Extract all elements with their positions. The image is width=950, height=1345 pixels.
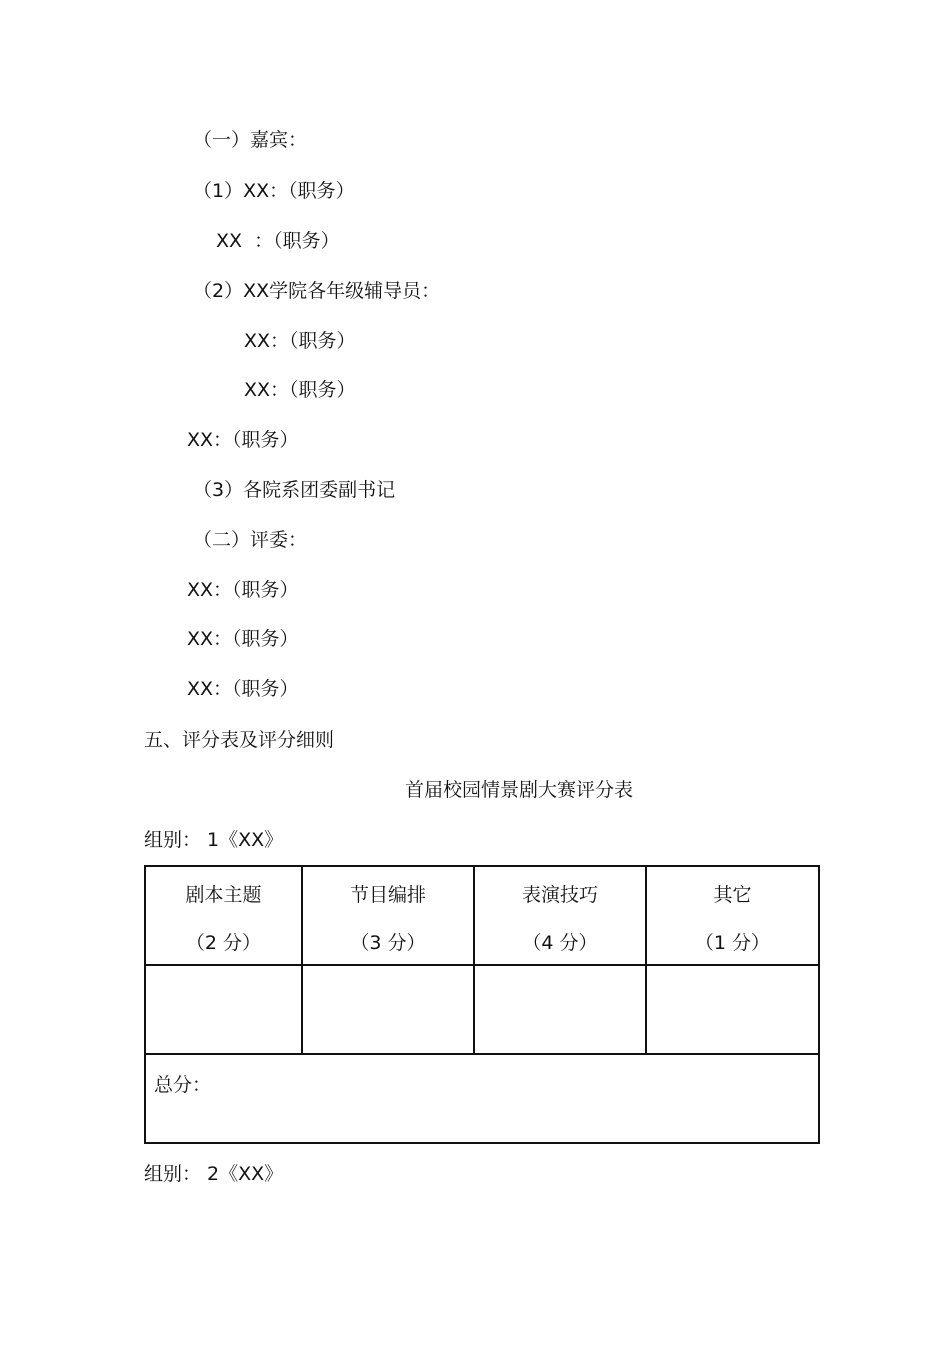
header-cell-script-theme: [145, 866, 302, 965]
judge-item-2: XX：（职务）: [187, 628, 299, 650]
guest-item-1: （1）XX：（职务）: [193, 180, 355, 202]
guest-item-2a: XX：（职务）: [244, 330, 356, 352]
header-name: 剧本主题: [185, 884, 262, 906]
score-cell-other: [646, 965, 819, 1054]
score-table: [144, 865, 820, 1144]
header-points: （1 分）: [694, 932, 771, 954]
header-name: 节目编排: [349, 884, 426, 906]
score-table-entry-row: [145, 965, 819, 1054]
score-cell-program-arrangement: [302, 965, 474, 1054]
total-score-label: 总分：: [154, 1074, 212, 1096]
total-score-cell: [145, 1054, 819, 1143]
judge-item-1: XX：（职务）: [187, 579, 299, 601]
header-points: （2 分）: [185, 932, 262, 954]
header-name: 表演技巧: [521, 884, 598, 906]
score-cell-performance-skill: [474, 965, 646, 1054]
group-label-1: 组别： 1《XX》: [144, 829, 284, 851]
guest-item-1b: XX ：（职务）: [216, 230, 340, 252]
guest-item-2c: XX：（职务）: [187, 429, 299, 451]
header-points: （4 分）: [522, 932, 598, 954]
judges-heading: （二）评委：: [193, 529, 308, 551]
header-name: 其它: [713, 884, 752, 906]
header-cell-performance-skill: [474, 866, 646, 965]
score-cell-script-theme: [145, 965, 302, 1054]
guest-item-2: （2）XX学院各年级辅导员：: [193, 280, 441, 302]
guest-item-3: （3）各院系团委副书记: [193, 479, 396, 501]
header-points: （3 分）: [350, 932, 426, 954]
guests-heading: （一）嘉宾：: [193, 129, 308, 151]
score-table-total-row: [145, 1054, 819, 1143]
judge-item-3: XX：（职务）: [187, 678, 299, 700]
table-title: 首届校园情景剧大赛评分表: [405, 779, 634, 801]
header-cell-program-arrangement: [302, 866, 474, 965]
header-cell-other: [646, 866, 819, 965]
group-label-2: 组别： 2《XX》: [144, 1163, 284, 1185]
score-table-header-row: [145, 866, 819, 965]
guest-item-2b: XX：（职务）: [244, 379, 356, 401]
section-five-heading: 五、评分表及评分细则: [144, 729, 335, 751]
